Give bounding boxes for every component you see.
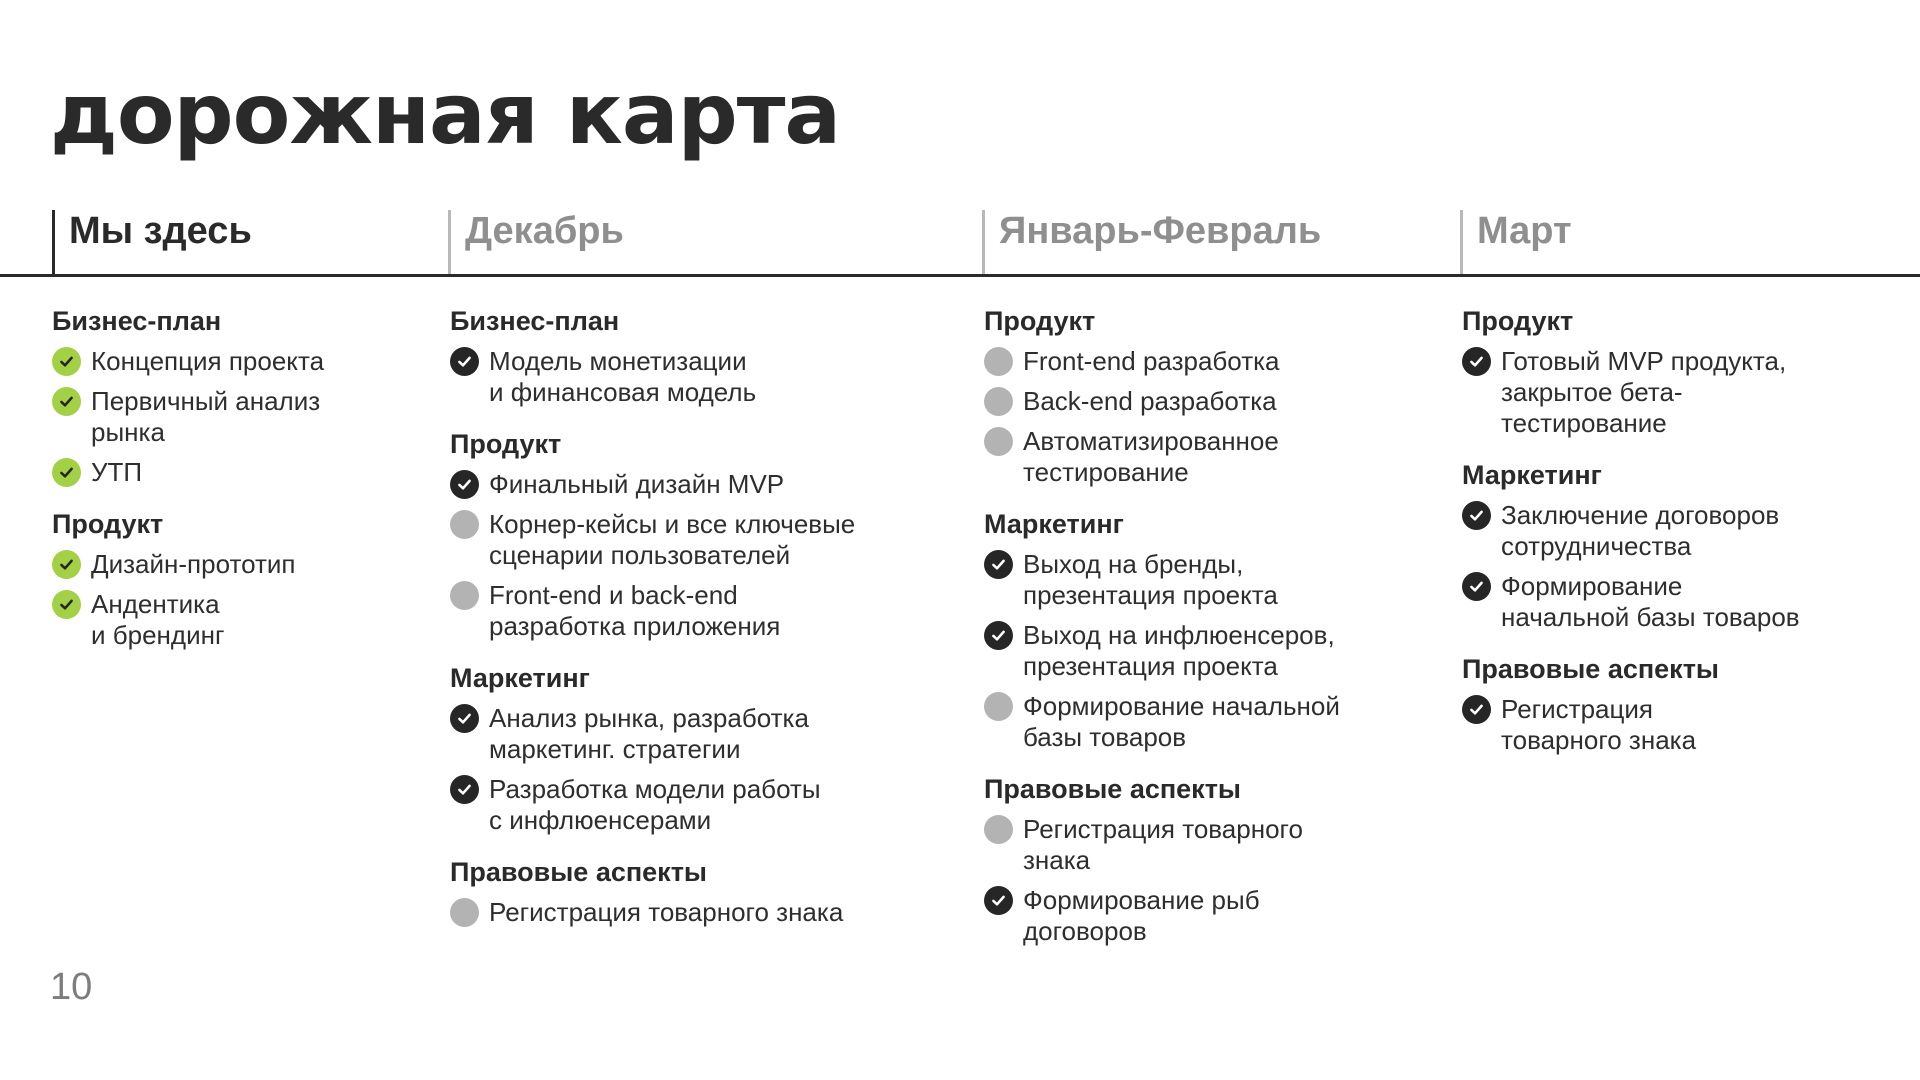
pending-circle-icon bbox=[984, 387, 1013, 416]
section-title: Продукт bbox=[1462, 306, 1574, 336]
section-title: Правовые аспекты bbox=[450, 857, 707, 887]
item-text: Модель монетизации и финансовая модель bbox=[489, 346, 757, 407]
pending-circle-icon bbox=[450, 898, 479, 927]
column-header-label: Мы здесь bbox=[69, 210, 252, 252]
pending-circle-icon bbox=[984, 815, 1013, 844]
column-header-now bbox=[52, 210, 392, 274]
black-check-icon bbox=[984, 886, 1013, 915]
pending-circle-icon bbox=[984, 692, 1013, 721]
roadmap-item bbox=[984, 426, 1424, 488]
column-header-january-february bbox=[982, 210, 1412, 274]
green-check-icon bbox=[52, 590, 81, 619]
section-title: Продукт bbox=[984, 306, 1096, 336]
roadmap-item bbox=[450, 509, 970, 571]
item-text: Готовый MVP продукта, закрытое бета- тестирование bbox=[1501, 346, 1787, 438]
item-text: Регистрация товарного знака bbox=[1023, 814, 1303, 875]
roadmap-item bbox=[52, 386, 432, 448]
item-text: Андентика и брендинг bbox=[91, 589, 225, 650]
roadmap-item bbox=[984, 885, 1424, 947]
roadmap-item bbox=[984, 386, 1424, 417]
page-number: 10 bbox=[50, 966, 93, 1008]
roadmap-item bbox=[1462, 346, 1902, 439]
black-check-icon bbox=[450, 470, 479, 499]
roadmap-item bbox=[52, 549, 432, 580]
timeline-divider bbox=[0, 274, 1920, 277]
roadmap-item bbox=[52, 346, 432, 377]
column-header-label: Декабрь bbox=[465, 210, 624, 252]
column-header-december bbox=[448, 210, 948, 274]
item-text: Back-end разработка bbox=[1023, 386, 1277, 416]
black-check-icon bbox=[450, 347, 479, 376]
item-text: Автоматизированное тестирование bbox=[1023, 426, 1279, 487]
roadmap-item bbox=[984, 549, 1424, 611]
roadmap-section bbox=[450, 305, 970, 408]
roadmap-section bbox=[1462, 305, 1902, 439]
section-title: Бизнес-план bbox=[450, 306, 620, 336]
item-text: Формирование начальной базы товаров bbox=[1023, 691, 1340, 752]
column-december bbox=[450, 305, 970, 948]
roadmap-item bbox=[984, 346, 1424, 377]
black-check-icon bbox=[450, 704, 479, 733]
section-title: Правовые аспекты bbox=[984, 774, 1241, 804]
section-title: Продукт bbox=[52, 509, 164, 539]
item-text: Концепция проекта bbox=[91, 346, 325, 376]
section-title: Продукт bbox=[450, 429, 562, 459]
slide-title: дорожная карта bbox=[50, 65, 841, 163]
roadmap-section bbox=[1462, 459, 1902, 633]
pending-circle-icon bbox=[450, 581, 479, 610]
roadmap-section bbox=[984, 773, 1424, 947]
green-check-icon bbox=[52, 550, 81, 579]
roadmap-item bbox=[984, 620, 1424, 682]
roadmap-item bbox=[984, 691, 1424, 753]
roadmap-section bbox=[450, 428, 970, 642]
roadmap-section bbox=[52, 305, 432, 488]
item-text: Корнер-кейсы и все ключевые сценарии пользователей bbox=[489, 509, 856, 570]
section-title: Маркетинг bbox=[984, 509, 1124, 539]
roadmap-item bbox=[450, 469, 970, 500]
black-check-icon bbox=[450, 775, 479, 804]
black-check-icon bbox=[984, 550, 1013, 579]
item-text: Финальный дизайн MVP bbox=[489, 469, 785, 499]
item-text: Заключение договоров сотрудничества bbox=[1501, 500, 1780, 561]
section-title: Бизнес-план bbox=[52, 306, 222, 336]
green-check-icon bbox=[52, 387, 81, 416]
roadmap-item bbox=[450, 703, 970, 765]
section-title: Маркетинг bbox=[1462, 460, 1602, 490]
column-header-march bbox=[1460, 210, 1860, 274]
item-text: Front-end и back-end разработка приложения bbox=[489, 580, 781, 641]
column-header-label: Март bbox=[1477, 210, 1572, 252]
item-text: Разработка модели работы с инфлюенсерами bbox=[489, 774, 821, 835]
roadmap-section bbox=[52, 508, 432, 651]
black-check-icon bbox=[1462, 695, 1491, 724]
roadmap-section bbox=[1462, 653, 1902, 756]
item-text: Выход на бренды, презентация проекта bbox=[1023, 549, 1278, 610]
pending-circle-icon bbox=[450, 510, 479, 539]
roadmap-item bbox=[450, 346, 970, 408]
green-check-icon bbox=[52, 458, 81, 487]
roadmap-item bbox=[450, 897, 970, 928]
roadmap-section bbox=[984, 305, 1424, 488]
item-text: Регистрация товарного знака bbox=[1501, 694, 1697, 755]
column-january-february bbox=[984, 305, 1424, 967]
pending-circle-icon bbox=[984, 427, 1013, 456]
black-check-icon bbox=[1462, 501, 1491, 530]
section-title: Правовые аспекты bbox=[1462, 654, 1719, 684]
item-text: Формирование рыб договоров bbox=[1023, 885, 1260, 946]
roadmap-section bbox=[450, 662, 970, 836]
item-text: УТП bbox=[91, 457, 143, 487]
section-title: Маркетинг bbox=[450, 663, 590, 693]
column-march bbox=[1462, 305, 1902, 776]
black-check-icon bbox=[984, 621, 1013, 650]
roadmap-item bbox=[1462, 500, 1902, 562]
item-text: Анализ рынка, разработка маркетинг. стратегии bbox=[489, 703, 809, 764]
item-text: Регистрация товарного знака bbox=[489, 897, 844, 927]
roadmap-item bbox=[984, 814, 1424, 876]
roadmap-item bbox=[52, 457, 432, 488]
item-text: Выход на инфлюенсеров, презентация проекта bbox=[1023, 620, 1335, 681]
column-now bbox=[52, 305, 432, 671]
roadmap-item bbox=[450, 580, 970, 642]
roadmap-item bbox=[1462, 694, 1902, 756]
roadmap-item bbox=[1462, 571, 1902, 633]
black-check-icon bbox=[1462, 572, 1491, 601]
roadmap-section bbox=[984, 508, 1424, 753]
roadmap-item bbox=[52, 589, 432, 651]
roadmap-item bbox=[450, 774, 970, 836]
black-check-icon bbox=[1462, 347, 1491, 376]
column-header-label: Январь-Февраль bbox=[999, 210, 1322, 252]
green-check-icon bbox=[52, 347, 81, 376]
item-text: Формирование начальной базы товаров bbox=[1501, 571, 1800, 632]
roadmap-section bbox=[450, 856, 970, 928]
item-text: Front-end разработка bbox=[1023, 346, 1280, 376]
item-text: Дизайн-прототип bbox=[91, 549, 296, 579]
pending-circle-icon bbox=[984, 347, 1013, 376]
item-text: Первичный анализ рынка bbox=[91, 386, 321, 447]
